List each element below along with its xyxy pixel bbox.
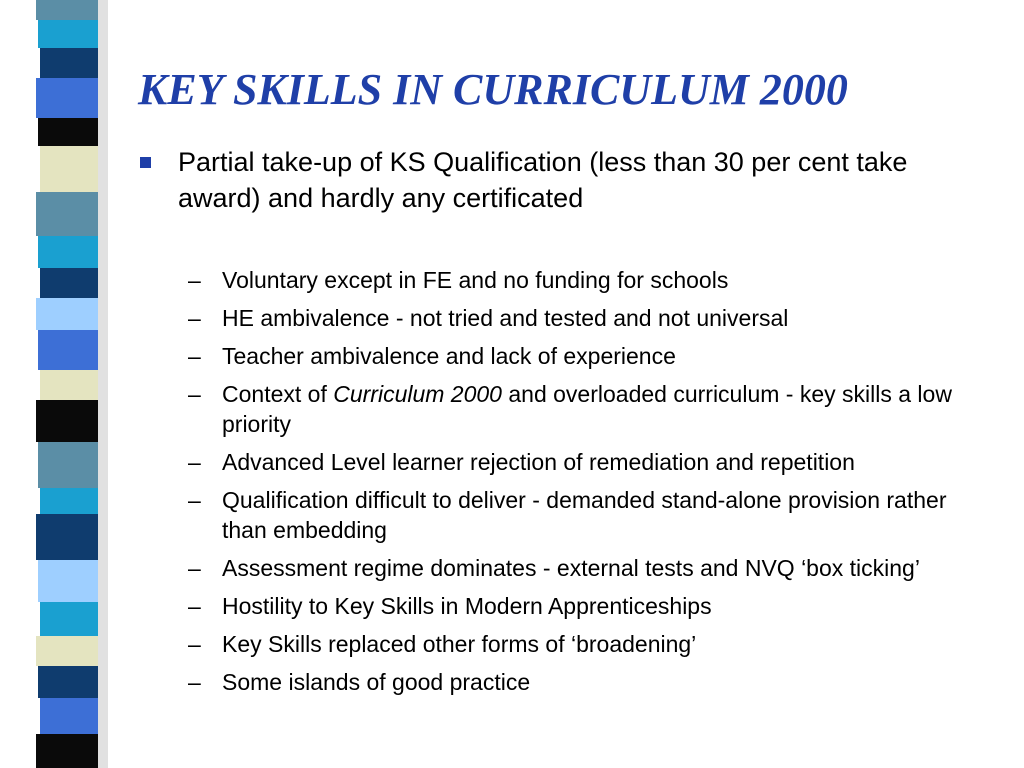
slide-title: KEY SKILLS IN CURRICULUM 2000 [138, 65, 848, 114]
stripe-band [40, 268, 98, 298]
sub-bullet-text: Hostility to Key Skills in Modern Apprenticeships [222, 593, 712, 619]
dash-marker: – [188, 305, 201, 331]
sub-bullet-item [188, 553, 988, 583]
dash-marker: – [188, 381, 201, 407]
main-bullet-point [140, 144, 970, 216]
sub-bullet-text: Voluntary except in FE and no funding for schools [222, 267, 729, 293]
sub-bullet-text-suffix: and overloaded curriculum - key skills a low priority [222, 381, 952, 437]
stripe-band [36, 636, 98, 666]
stripe-band [38, 666, 98, 698]
square-bullet-icon [140, 157, 151, 168]
sub-bullet-item [188, 447, 988, 477]
sub-bullet-text: HE ambivalence - not tried and tested and not universal [222, 305, 789, 331]
main-bullet-text: Partial take-up of KS Qualification (less than 30 per cent take award) and hardly any certificated [178, 147, 908, 213]
dash-marker: – [188, 555, 201, 581]
sub-bullet-text: Assessment regime dominates - external tests and NVQ ‘box ticking’ [222, 555, 920, 581]
sub-bullet-item [188, 667, 988, 697]
sub-bullet-text: Key Skills replaced other forms of ‘broadening’ [222, 631, 697, 657]
stripe-band [36, 298, 98, 330]
stripe-band [36, 0, 98, 20]
dash-marker: – [188, 449, 201, 475]
dash-marker: – [188, 343, 201, 369]
stripe-band [40, 602, 98, 636]
dash-marker: – [188, 267, 201, 293]
stripe-band [36, 400, 98, 442]
sub-bullet-item [188, 341, 988, 371]
stripe-band [38, 118, 98, 146]
stripe-band [36, 514, 98, 560]
stripe-band [36, 734, 98, 768]
sub-bullet-text: Qualification difficult to deliver - demanded stand-alone provision rather than embedding [222, 487, 947, 543]
sub-bullet-text-prefix: Context of [222, 381, 334, 407]
sub-bullet-text: Some islands of good practice [222, 669, 531, 695]
stripe-band [38, 236, 98, 268]
stripe-band [38, 20, 98, 48]
dash-marker: – [188, 631, 201, 657]
stripe-band [38, 560, 98, 602]
stripe-band [40, 698, 98, 734]
sub-bullet-item [188, 629, 988, 659]
sub-bullet-item [188, 485, 988, 545]
stripe-band [40, 488, 98, 514]
stripe-pattern [0, 0, 120, 768]
sub-bullet-item [188, 265, 988, 295]
stripe-shadow [98, 0, 108, 768]
sub-bullet-text-italic: Curriculum 2000 [333, 381, 502, 407]
stripe-band [38, 330, 98, 370]
dash-marker: – [188, 669, 201, 695]
stripe-band [40, 48, 98, 78]
stripe-band [40, 370, 98, 400]
stripe-band [38, 442, 98, 488]
sub-bullet-item [188, 303, 988, 333]
decorative-stripe-border [0, 0, 120, 768]
dash-marker: – [188, 593, 201, 619]
stripe-band [36, 192, 98, 236]
sub-bullet-list [188, 265, 988, 705]
dash-marker: – [188, 487, 201, 513]
sub-bullet-item [188, 379, 988, 439]
stripe-band [36, 78, 98, 118]
stripe-band [40, 146, 98, 192]
sub-bullet-text: Teacher ambivalence and lack of experience [222, 343, 676, 369]
sub-bullet-item [188, 591, 988, 621]
sub-bullet-text: Advanced Level learner rejection of remediation and repetition [222, 449, 855, 475]
